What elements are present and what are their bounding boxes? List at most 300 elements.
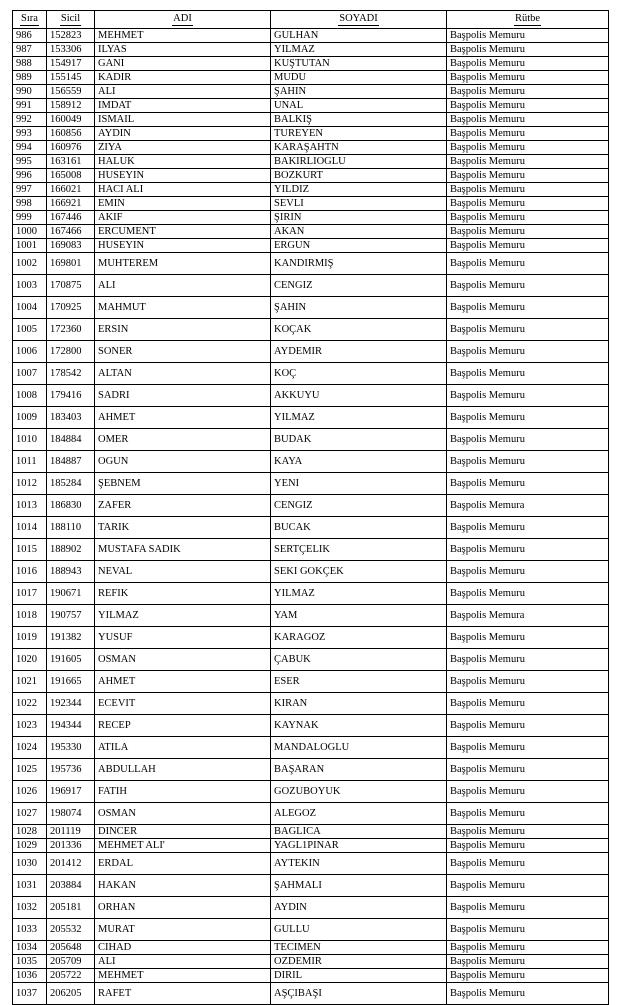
cell-sira: 1033 xyxy=(13,919,47,941)
cell-soyadi: KARAŞAHTN xyxy=(271,141,447,155)
cell-adi: MEHMET ALI' xyxy=(95,839,271,853)
cell-rutbe: Başpolis Memuru xyxy=(447,825,609,839)
table-row xyxy=(13,141,609,155)
cell-sicil: 160976 xyxy=(47,141,95,155)
cell-adi: MUSTAFA SADIK xyxy=(95,539,271,561)
table-row xyxy=(13,197,609,211)
cell-soyadi: YENI xyxy=(271,473,447,495)
cell-adi: ORHAN xyxy=(95,897,271,919)
cell-sira: 989 xyxy=(13,71,47,85)
cell-soyadi: MUDU xyxy=(271,71,447,85)
cell-adi: TARIK xyxy=(95,517,271,539)
cell-rutbe: Başpolis Memuru xyxy=(447,875,609,897)
cell-adi: ALI xyxy=(95,85,271,99)
cell-soyadi: BOZKURT xyxy=(271,169,447,183)
cell-rutbe: Başpolis Memuru xyxy=(447,429,609,451)
cell-soyadi: YILMAZ xyxy=(271,407,447,429)
cell-rutbe: Başpolis Memuru xyxy=(447,363,609,385)
cell-rutbe: Başpolis Memuru xyxy=(447,197,609,211)
cell-soyadi: ŞIRIN xyxy=(271,211,447,225)
cell-sira: 998 xyxy=(13,197,47,211)
table-row xyxy=(13,561,609,583)
cell-adi: ECEVIT xyxy=(95,693,271,715)
cell-adi: CIHAD xyxy=(95,941,271,955)
cell-soyadi: KANDIRMIŞ xyxy=(271,253,447,275)
cell-sira: 1005 xyxy=(13,319,47,341)
cell-sicil: 166921 xyxy=(47,197,95,211)
cell-adi: RECEP xyxy=(95,715,271,737)
table-row xyxy=(13,43,609,57)
column-header-adi-label: ADI xyxy=(173,13,192,25)
cell-soyadi: YAGL1PINAR xyxy=(271,839,447,853)
cell-adi: REFIK xyxy=(95,583,271,605)
table-row xyxy=(13,825,609,839)
cell-sicil: 186830 xyxy=(47,495,95,517)
column-header-rutbe-label: Rütbe xyxy=(514,13,541,25)
cell-sira: 1012 xyxy=(13,473,47,495)
cell-rutbe: Başpolis Memuru xyxy=(447,341,609,363)
cell-soyadi: YILMAZ xyxy=(271,43,447,57)
cell-adi: AYDIN xyxy=(95,127,271,141)
cell-rutbe: Başpolis Memuru xyxy=(447,969,609,983)
table-header xyxy=(13,11,609,29)
cell-adi: MEHMET xyxy=(95,29,271,43)
table-row xyxy=(13,319,609,341)
cell-sira: 1010 xyxy=(13,429,47,451)
cell-sicil: 160049 xyxy=(47,113,95,127)
table-row xyxy=(13,897,609,919)
cell-sira: 1024 xyxy=(13,737,47,759)
cell-rutbe: Başpolis Memuru xyxy=(447,127,609,141)
cell-soyadi: TUREYEN xyxy=(271,127,447,141)
cell-sira: 1007 xyxy=(13,363,47,385)
cell-sira: 1015 xyxy=(13,539,47,561)
column-header-rutbe xyxy=(447,11,609,29)
cell-adi: ISMAIL xyxy=(95,113,271,127)
cell-sira: 1001 xyxy=(13,239,47,253)
cell-sicil: 167446 xyxy=(47,211,95,225)
cell-rutbe: Başpolis Memuru xyxy=(447,473,609,495)
cell-adi: ERSIN xyxy=(95,319,271,341)
cell-rutbe: Başpolis Memuru xyxy=(447,211,609,225)
cell-rutbe: Başpolis Memuru xyxy=(447,99,609,113)
cell-adi: ATILA xyxy=(95,737,271,759)
cell-sicil: 196917 xyxy=(47,781,95,803)
cell-sira: 1035 xyxy=(13,955,47,969)
cell-adi: AHMET xyxy=(95,407,271,429)
cell-sicil: 191382 xyxy=(47,627,95,649)
cell-soyadi: GULHAN xyxy=(271,29,447,43)
cell-sira: 1029 xyxy=(13,839,47,853)
cell-adi: OGUN xyxy=(95,451,271,473)
cell-soyadi: KAYA xyxy=(271,451,447,473)
table-row xyxy=(13,183,609,197)
cell-sira: 1003 xyxy=(13,275,47,297)
table-row xyxy=(13,127,609,141)
cell-adi: SONER xyxy=(95,341,271,363)
cell-sira: 993 xyxy=(13,127,47,141)
cell-sira: 994 xyxy=(13,141,47,155)
table-body xyxy=(13,29,609,1005)
table-row xyxy=(13,57,609,71)
cell-sicil: 191665 xyxy=(47,671,95,693)
cell-soyadi: UNAL xyxy=(271,99,447,113)
column-header-sira xyxy=(13,11,47,29)
cell-adi: FATIH xyxy=(95,781,271,803)
cell-sira: 987 xyxy=(13,43,47,57)
cell-sicil: 195736 xyxy=(47,759,95,781)
cell-sira: 1011 xyxy=(13,451,47,473)
table-row xyxy=(13,583,609,605)
cell-adi: ZIYA xyxy=(95,141,271,155)
cell-sicil: 201412 xyxy=(47,853,95,875)
cell-soyadi: CENGIZ xyxy=(271,275,447,297)
cell-rutbe: Başpolis Memuru xyxy=(447,183,609,197)
cell-sicil: 191605 xyxy=(47,649,95,671)
cell-adi: ALTAN xyxy=(95,363,271,385)
cell-soyadi: AKKUYU xyxy=(271,385,447,407)
cell-sira: 1009 xyxy=(13,407,47,429)
cell-soyadi: KIRAN xyxy=(271,693,447,715)
table-row xyxy=(13,517,609,539)
cell-adi: MAHMUT xyxy=(95,297,271,319)
cell-sicil: 190757 xyxy=(47,605,95,627)
cell-soyadi: BUCAK xyxy=(271,517,447,539)
cell-rutbe: Başpolis Memuru xyxy=(447,319,609,341)
cell-rutbe: Başpolis Memuru xyxy=(447,239,609,253)
cell-adi: MUHTEREM xyxy=(95,253,271,275)
cell-sicil: 152823 xyxy=(47,29,95,43)
cell-sicil: 183403 xyxy=(47,407,95,429)
cell-sira: 991 xyxy=(13,99,47,113)
cell-sicil: 160856 xyxy=(47,127,95,141)
cell-soyadi: KUŞTUTAN xyxy=(271,57,447,71)
cell-soyadi: MANDALOGLU xyxy=(271,737,447,759)
cell-sira: 1036 xyxy=(13,969,47,983)
cell-soyadi: ÇABUK xyxy=(271,649,447,671)
table-row xyxy=(13,239,609,253)
cell-sicil: 184884 xyxy=(47,429,95,451)
table-row xyxy=(13,875,609,897)
column-header-sira-label: Sıra xyxy=(21,13,38,25)
table-row xyxy=(13,99,609,113)
cell-soyadi: AYTEKIN xyxy=(271,853,447,875)
cell-sira: 1037 xyxy=(13,983,47,1005)
table-row xyxy=(13,693,609,715)
cell-sira: 1002 xyxy=(13,253,47,275)
cell-adi: ERCUMENT xyxy=(95,225,271,239)
cell-soyadi: AYDEMIR xyxy=(271,341,447,363)
cell-sicil: 188943 xyxy=(47,561,95,583)
cell-sira: 1023 xyxy=(13,715,47,737)
table-row xyxy=(13,29,609,43)
cell-rutbe: Başpolis Memuru xyxy=(447,919,609,941)
table-row xyxy=(13,671,609,693)
cell-soyadi: YILMAZ xyxy=(271,583,447,605)
cell-rutbe: Başpolis Memuru xyxy=(447,275,609,297)
cell-sira: 1018 xyxy=(13,605,47,627)
cell-sira: 1030 xyxy=(13,853,47,875)
cell-adi: ABDULLAH xyxy=(95,759,271,781)
cell-sicil: 194344 xyxy=(47,715,95,737)
table-row xyxy=(13,853,609,875)
table-row xyxy=(13,941,609,955)
cell-soyadi: ALEGOZ xyxy=(271,803,447,825)
cell-sicil: 166021 xyxy=(47,183,95,197)
cell-rutbe: Başpolis Memuru xyxy=(447,297,609,319)
table-row xyxy=(13,155,609,169)
cell-sicil: 172360 xyxy=(47,319,95,341)
cell-sira: 1032 xyxy=(13,897,47,919)
cell-sicil: 205532 xyxy=(47,919,95,941)
cell-adi: YUSUF xyxy=(95,627,271,649)
cell-rutbe: Başpolis Memuru xyxy=(447,627,609,649)
table-row xyxy=(13,297,609,319)
cell-sicil: 205709 xyxy=(47,955,95,969)
table-row xyxy=(13,781,609,803)
cell-sicil: 153306 xyxy=(47,43,95,57)
table-row xyxy=(13,605,609,627)
table-row xyxy=(13,737,609,759)
cell-rutbe: Başpolis Memuru xyxy=(447,983,609,1005)
cell-rutbe: Başpolis Memuru xyxy=(447,955,609,969)
cell-adi: RAFET xyxy=(95,983,271,1005)
cell-rutbe: Başpolis Memuru xyxy=(447,649,609,671)
cell-rutbe: Başpolis Memuru xyxy=(447,113,609,127)
table-row xyxy=(13,211,609,225)
cell-sicil: 155145 xyxy=(47,71,95,85)
cell-adi: ALI xyxy=(95,955,271,969)
cell-rutbe: Başpolis Memuru xyxy=(447,169,609,183)
cell-adi: ŞEBNEM xyxy=(95,473,271,495)
cell-sira: 988 xyxy=(13,57,47,71)
cell-adi: MEHMET xyxy=(95,969,271,983)
cell-soyadi: CENGIZ xyxy=(271,495,447,517)
cell-sira: 986 xyxy=(13,29,47,43)
cell-rutbe: Başpolis Memuru xyxy=(447,85,609,99)
cell-sira: 1021 xyxy=(13,671,47,693)
cell-sira: 992 xyxy=(13,113,47,127)
cell-soyadi: AYDIN xyxy=(271,897,447,919)
cell-rutbe: Başpolis Memuru xyxy=(447,225,609,239)
table-row xyxy=(13,627,609,649)
cell-soyadi: AŞÇIBAŞI xyxy=(271,983,447,1005)
cell-rutbe: Başpolis Memuru xyxy=(447,759,609,781)
table-row xyxy=(13,85,609,99)
cell-sira: 1016 xyxy=(13,561,47,583)
cell-adi: HACI ALI xyxy=(95,183,271,197)
cell-adi: HUSEYIN xyxy=(95,169,271,183)
cell-adi: OSMAN xyxy=(95,803,271,825)
table-row xyxy=(13,969,609,983)
cell-adi: OSMAN xyxy=(95,649,271,671)
cell-rutbe: Başpolis Memura xyxy=(447,605,609,627)
cell-rutbe: Başpolis Memuru xyxy=(447,29,609,43)
cell-rutbe: Başpolis Memuru xyxy=(447,693,609,715)
cell-sira: 1027 xyxy=(13,803,47,825)
cell-sicil: 156559 xyxy=(47,85,95,99)
cell-sicil: 167466 xyxy=(47,225,95,239)
column-header-sicil xyxy=(47,11,95,29)
cell-sicil: 192344 xyxy=(47,693,95,715)
cell-sicil: 172800 xyxy=(47,341,95,363)
cell-sira: 1026 xyxy=(13,781,47,803)
cell-sicil: 206205 xyxy=(47,983,95,1005)
cell-sira: 1006 xyxy=(13,341,47,363)
cell-soyadi: YAM xyxy=(271,605,447,627)
cell-soyadi: ERGUN xyxy=(271,239,447,253)
cell-rutbe: Başpolis Memuru xyxy=(447,853,609,875)
cell-soyadi: SERTÇELIK xyxy=(271,539,447,561)
personnel-roster-table xyxy=(12,10,609,1005)
cell-sira: 1025 xyxy=(13,759,47,781)
table-row xyxy=(13,71,609,85)
table-row xyxy=(13,385,609,407)
cell-sicil: 169801 xyxy=(47,253,95,275)
cell-sicil: 205648 xyxy=(47,941,95,955)
cell-sicil: 195330 xyxy=(47,737,95,759)
cell-rutbe: Başpolis Memuru xyxy=(447,561,609,583)
cell-sicil: 201336 xyxy=(47,839,95,853)
cell-rutbe: Başpolis Memuru xyxy=(447,253,609,275)
cell-rutbe: Başpolis Memuru xyxy=(447,385,609,407)
table-row xyxy=(13,169,609,183)
cell-rutbe: Başpolis Memuru xyxy=(447,803,609,825)
cell-sira: 995 xyxy=(13,155,47,169)
cell-soyadi: KOÇ xyxy=(271,363,447,385)
cell-soyadi: KARAGOZ xyxy=(271,627,447,649)
cell-sira: 990 xyxy=(13,85,47,99)
table-row xyxy=(13,919,609,941)
table-row xyxy=(13,955,609,969)
table-row xyxy=(13,429,609,451)
cell-sicil: 205722 xyxy=(47,969,95,983)
cell-sicil: 170875 xyxy=(47,275,95,297)
cell-adi: DINCER xyxy=(95,825,271,839)
cell-rutbe: Başpolis Memuru xyxy=(447,715,609,737)
cell-adi: HUSEYIN xyxy=(95,239,271,253)
cell-rutbe: Başpolis Memuru xyxy=(447,43,609,57)
cell-sicil: 190671 xyxy=(47,583,95,605)
cell-soyadi: BAGLICA xyxy=(271,825,447,839)
cell-soyadi: SEKI GOKÇEK xyxy=(271,561,447,583)
column-header-soyadi xyxy=(271,11,447,29)
cell-adi: HALUK xyxy=(95,155,271,169)
cell-rutbe: Başpolis Memuru xyxy=(447,941,609,955)
cell-rutbe: Başpolis Memuru xyxy=(447,141,609,155)
table-row xyxy=(13,451,609,473)
cell-soyadi: GULLU xyxy=(271,919,447,941)
table-row xyxy=(13,253,609,275)
cell-sira: 1014 xyxy=(13,517,47,539)
table-row xyxy=(13,407,609,429)
cell-sicil: 198074 xyxy=(47,803,95,825)
cell-adi: ERDAL xyxy=(95,853,271,875)
table-row xyxy=(13,715,609,737)
table-row xyxy=(13,539,609,561)
cell-sicil: 188110 xyxy=(47,517,95,539)
table-row xyxy=(13,495,609,517)
cell-sira: 1019 xyxy=(13,627,47,649)
cell-soyadi: ŞAHIN xyxy=(271,85,447,99)
table-row xyxy=(13,649,609,671)
table-row xyxy=(13,839,609,853)
cell-rutbe: Başpolis Memuru xyxy=(447,897,609,919)
cell-adi: ZAFER xyxy=(95,495,271,517)
cell-adi: YILMAZ xyxy=(95,605,271,627)
cell-sicil: 165008 xyxy=(47,169,95,183)
cell-soyadi: DIRIL xyxy=(271,969,447,983)
column-header-sicil-label: Sicil xyxy=(60,13,81,25)
cell-soyadi: KAYNAK xyxy=(271,715,447,737)
cell-adi: KADIR xyxy=(95,71,271,85)
cell-adi: GANI xyxy=(95,57,271,71)
cell-sira: 1022 xyxy=(13,693,47,715)
cell-soyadi: ESER xyxy=(271,671,447,693)
cell-sicil: 158912 xyxy=(47,99,95,113)
cell-adi: EMIN xyxy=(95,197,271,211)
cell-soyadi: GOZUBOYUK xyxy=(271,781,447,803)
cell-sira: 1034 xyxy=(13,941,47,955)
cell-rutbe: Başpolis Memuru xyxy=(447,57,609,71)
cell-rutbe: Başpolis Memuru xyxy=(447,671,609,693)
cell-rutbe: Başpolis Memura xyxy=(447,495,609,517)
cell-adi: NEVAL xyxy=(95,561,271,583)
cell-adi: ILYAS xyxy=(95,43,271,57)
cell-sira: 1031 xyxy=(13,875,47,897)
cell-sira: 1004 xyxy=(13,297,47,319)
cell-rutbe: Başpolis Memuru xyxy=(447,583,609,605)
cell-rutbe: Başpolis Memuru xyxy=(447,517,609,539)
cell-sira: 1020 xyxy=(13,649,47,671)
cell-rutbe: Başpolis Memuru xyxy=(447,539,609,561)
cell-soyadi: ŞAHMALI xyxy=(271,875,447,897)
cell-adi: AKIF xyxy=(95,211,271,225)
cell-soyadi: AKAN xyxy=(271,225,447,239)
cell-soyadi: ŞAHIN xyxy=(271,297,447,319)
column-header-adi xyxy=(95,11,271,29)
cell-sicil: 184887 xyxy=(47,451,95,473)
cell-sira: 1028 xyxy=(13,825,47,839)
table-row xyxy=(13,363,609,385)
cell-sicil: 154917 xyxy=(47,57,95,71)
cell-sira: 1017 xyxy=(13,583,47,605)
cell-sicil: 201119 xyxy=(47,825,95,839)
cell-soyadi: TECIMEN xyxy=(271,941,447,955)
cell-soyadi: KOÇAK xyxy=(271,319,447,341)
cell-rutbe: Başpolis Memuru xyxy=(447,155,609,169)
cell-sira: 1000 xyxy=(13,225,47,239)
table-row xyxy=(13,113,609,127)
table-row xyxy=(13,225,609,239)
table-row xyxy=(13,473,609,495)
cell-adi: AHMET xyxy=(95,671,271,693)
cell-rutbe: Başpolis Memuru xyxy=(447,737,609,759)
cell-sira: 997 xyxy=(13,183,47,197)
cell-soyadi: BUDAK xyxy=(271,429,447,451)
cell-soyadi: BAKIRLIOGLU xyxy=(271,155,447,169)
cell-sira: 999 xyxy=(13,211,47,225)
cell-sicil: 188902 xyxy=(47,539,95,561)
cell-sicil: 169083 xyxy=(47,239,95,253)
cell-rutbe: Başpolis Memuru xyxy=(447,451,609,473)
cell-adi: HAKAN xyxy=(95,875,271,897)
cell-soyadi: OZDEMIR xyxy=(271,955,447,969)
cell-soyadi: BALKIŞ xyxy=(271,113,447,127)
cell-soyadi: SEVLI xyxy=(271,197,447,211)
table-row xyxy=(13,759,609,781)
cell-sicil: 179416 xyxy=(47,385,95,407)
